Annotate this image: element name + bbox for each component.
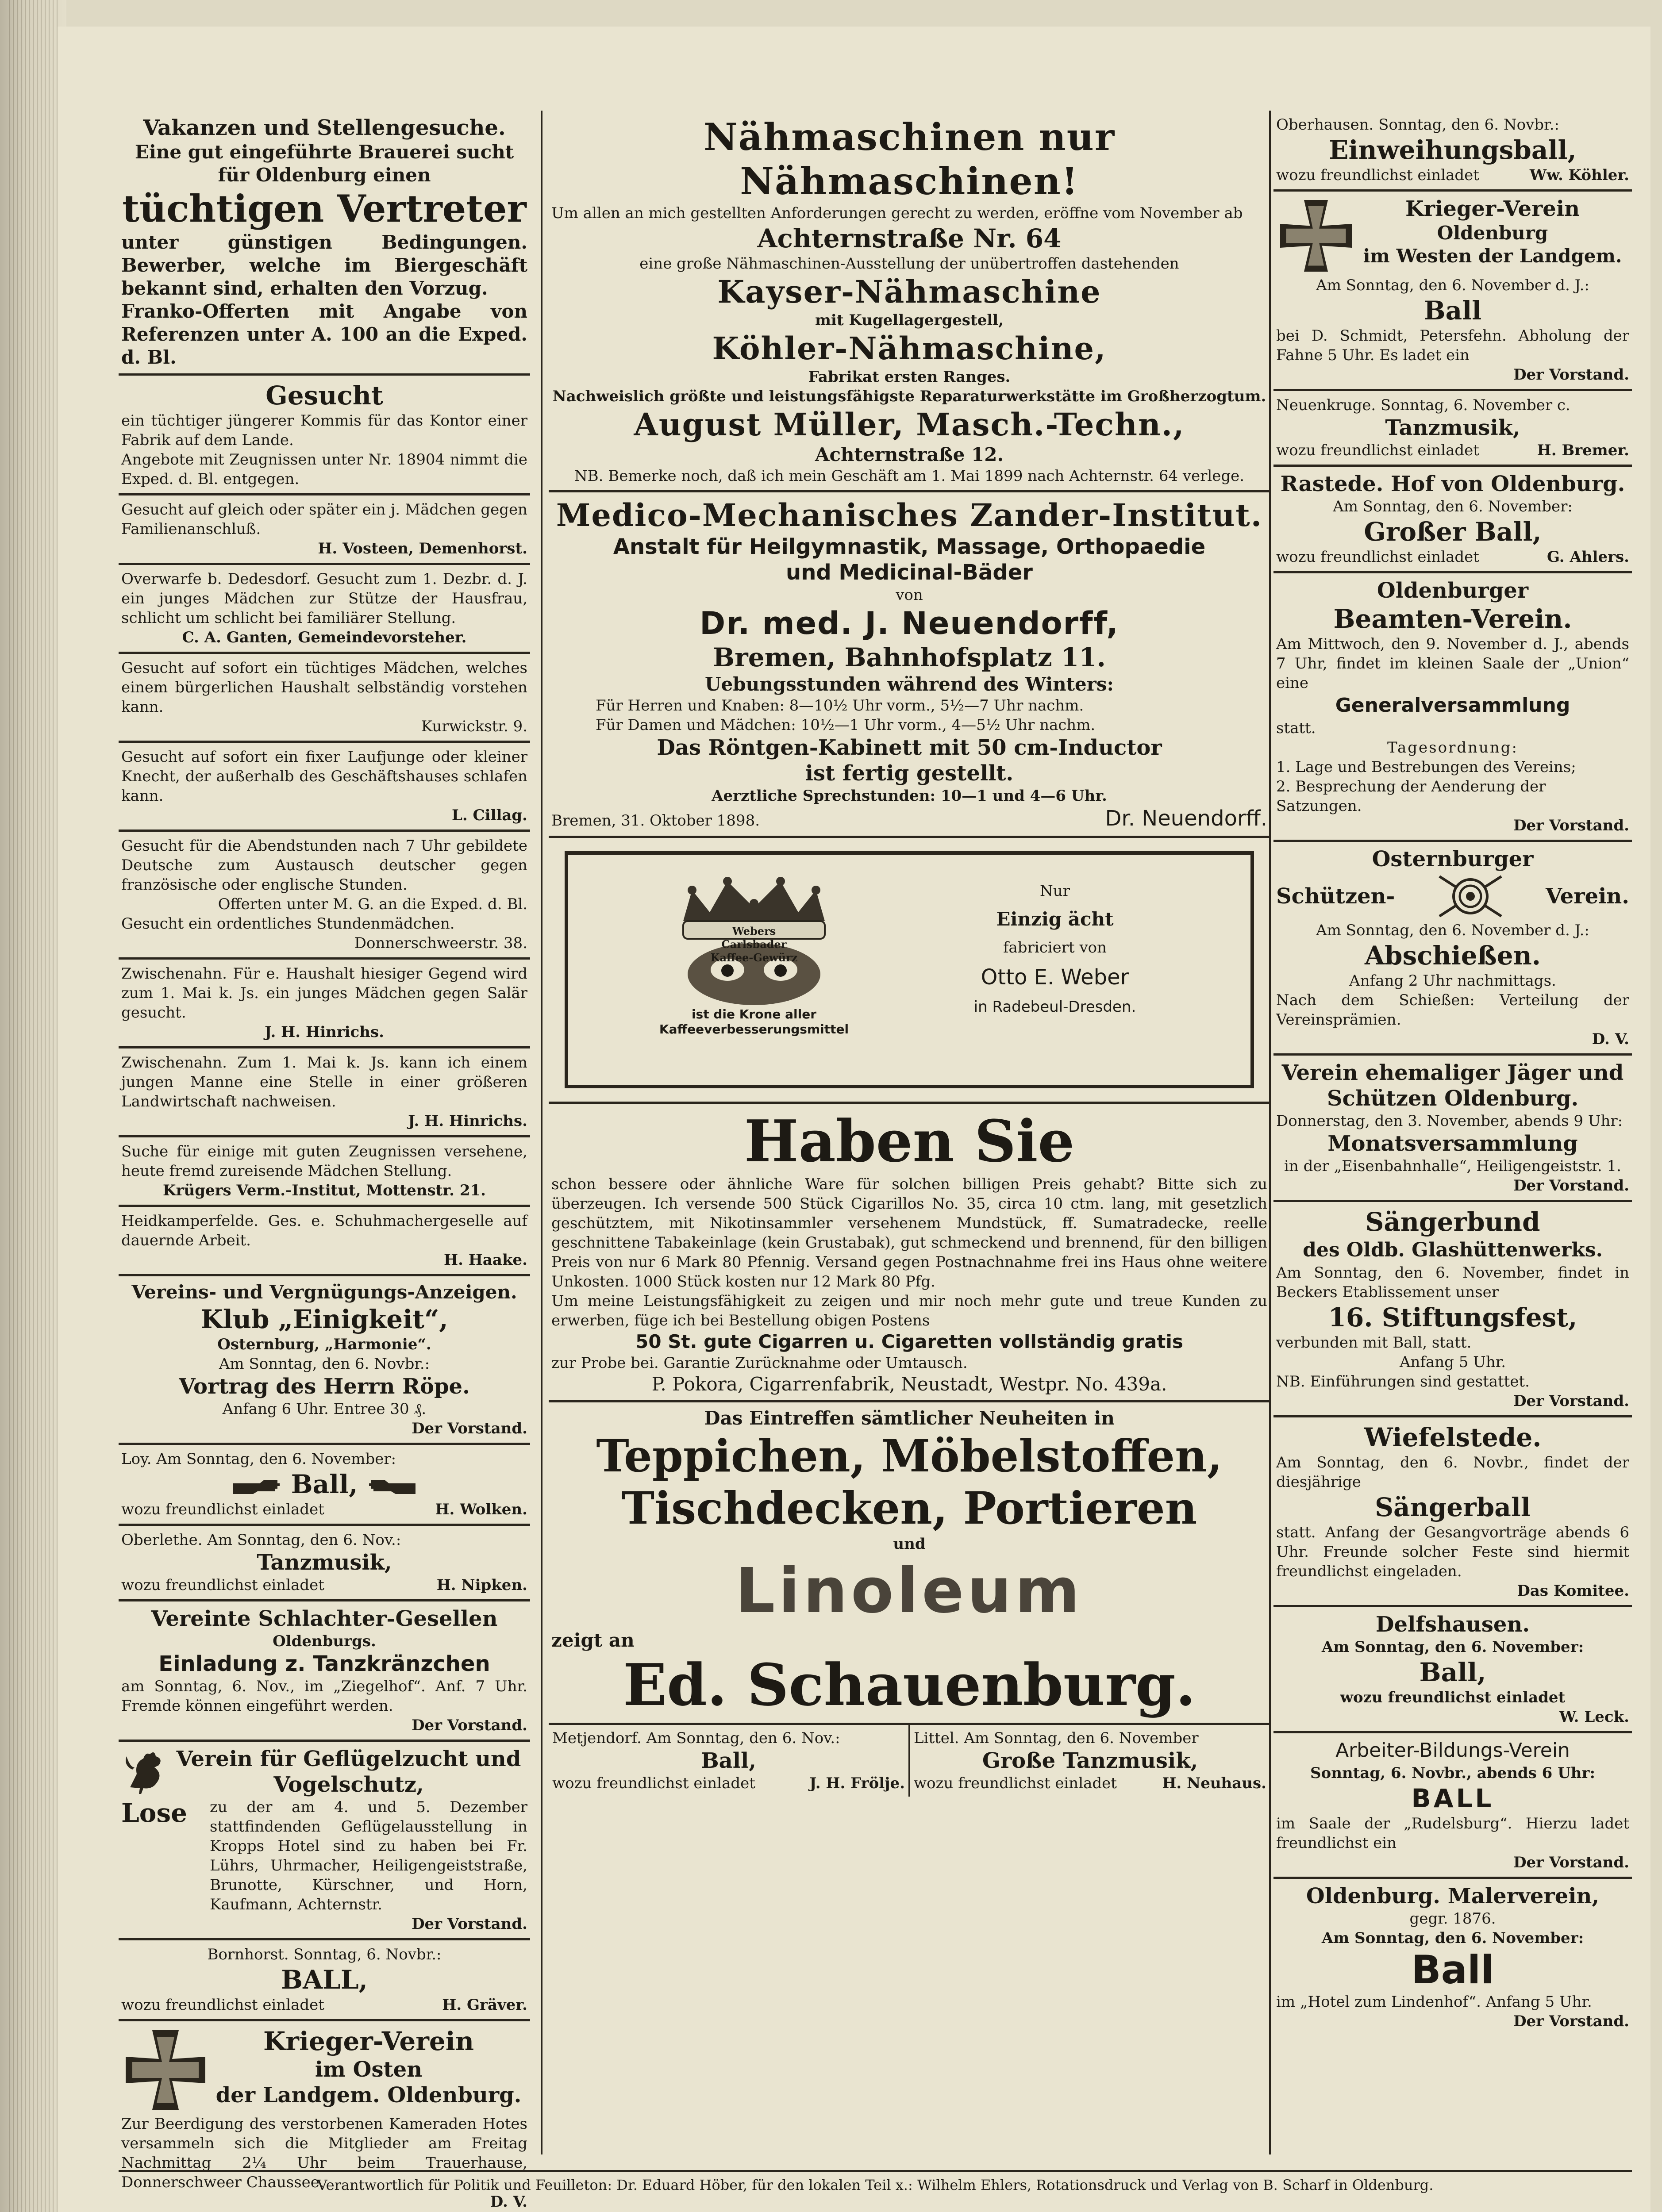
ad-headline: Teppichen, Möbelstoffen,	[596, 1430, 1223, 1482]
ad-headline: Osternburger	[1372, 847, 1534, 872]
ad-title-row	[1276, 872, 1629, 921]
ad-headline: Nähmaschinen nur Nähmaschinen!	[703, 115, 1116, 203]
ad-text: Zur Beerdigung des verstorbenen Kameraden Hotes versammeln sich die Mitglieder am Freitag Nachmittag 2¼ Uhr beim Trauerhause, Donnerschweer Chaussee.	[121, 2115, 527, 2191]
ad-footer	[1276, 441, 1629, 460]
ad-subtitle: Anstalt für Heilgymnastik, Massage, Orthopaedie	[613, 534, 1206, 559]
ad-event: Ball	[1423, 296, 1482, 326]
ad-event: Sängerball	[1375, 1492, 1531, 1522]
section-heading: Vakanzen und Stellengesuche.	[143, 115, 506, 140]
ad-time: Anfang 5 Uhr.	[1399, 1353, 1506, 1371]
ad-event: Einladung z. Tanzkränzchen	[158, 1651, 490, 1676]
left-column	[119, 111, 530, 2212]
ad-text: Zwischenahn. Zum 1. Mai k. Js. kann ich einem jungen Manne eine Stelle in einer größeren Landwirtschaft nachweisen.	[121, 1054, 527, 1110]
ad-brand: Kayser-Nähmaschine	[717, 273, 1101, 310]
ad-event: Einweihungsball,	[1329, 135, 1577, 165]
ad-signature: D. V.	[490, 2193, 527, 2211]
ad-zwischenahn-2	[119, 1048, 530, 1137]
target-rifles-icon	[1435, 872, 1506, 921]
ad-headline: Oldenburger	[1377, 578, 1529, 603]
ad-headline: Haben Sie	[744, 1107, 1075, 1175]
ad-loy	[119, 1445, 530, 1526]
ad-littel	[908, 1725, 1270, 1797]
ad-signature: J. H. Hinrichs.	[265, 1023, 384, 1041]
ad-headline: Krieger-Verein	[263, 2026, 474, 2056]
ad-text: Zwischenahn. Für e. Haushalt hiesiger Gegend wird zum 1. Mai k. Js. ein junges Mädchen gegen Salär gesucht.	[121, 965, 527, 1022]
ad-hours: Aerztliche Sprechstunden: 10—1 und 4—6 Uhr.	[712, 787, 1107, 805]
ad-event: Vortrag des Herrn Röpe.	[179, 1374, 470, 1399]
ad-text: Franko-Offerten mit Angabe von Referenzen unter A. 100 an die Exped. d. Bl.	[121, 300, 527, 368]
ad-hours: Für Damen und Mädchen: 10½—1 Uhr vorm., 4—5½ Uhr nachm.	[596, 716, 1096, 734]
ad-title-block	[1356, 196, 1629, 276]
ad-signature: H. Bremer.	[1537, 442, 1629, 459]
ad-note: NB. Einführungen sind gestattet.	[1276, 1373, 1530, 1390]
ad-schlachter	[119, 1601, 530, 1742]
ad-signature: C. A. Ganten, Gemeindevorsteher.	[182, 629, 467, 646]
ad-oberhausen	[1273, 111, 1632, 192]
ad-event: Lose	[121, 1798, 188, 1828]
ad-event-label: Ball,	[291, 1469, 358, 1499]
ad-address: Achternstraße Nr. 64	[757, 223, 1062, 253]
ad-overwarfe	[119, 565, 530, 654]
ad-text: bei D. Schmidt, Petersfehn. Abholung der Fahne 5 Uhr. Es ladet ein	[1276, 327, 1629, 364]
ad-text: Gesucht auf sofort ein tüchtiges Mädchen, welches einem bürgerlichen Haushalt selbständig vorstehen kann.	[121, 659, 527, 716]
ad-header	[121, 1746, 527, 1797]
ad-text: schon bessere oder ähnliche Ware für solchen billigen Preis gehabt? Bitte sich zu überzeugen. Ich versende 500 Stück Cigarillos No. 35, circa 10 ctm. lang, mit gesetzlich geschütztem, mit Nikotinsammler versehenem Mundstück, ff. Sumatradecke, reelle geschnittene Tabakeinlage (kein Grustabak), gut schmeckend und brennend, für den billigen Preis von nur 6 Mark 80 Pfennig. Versand gegen Postnachnahme frei ins Haus ohne weitere Unkosten. 1000 Stück kosten nur 12 Mark 80 Pfg.	[551, 1175, 1267, 1290]
ad-event: Ball,	[701, 1748, 756, 1773]
section-heading: Vereins- und Vergnügungs-Anzeigen.	[131, 1281, 517, 1303]
ad-footer	[1276, 547, 1629, 567]
ad-invite: wozu freundlichst einladet	[1276, 166, 1479, 184]
ad-headline: Tischdecken, Portieren	[621, 1482, 1197, 1534]
ad-delfshausen	[1273, 1607, 1632, 1733]
ad-date: Am Sonntag, den 6. November d. J.:	[1316, 922, 1589, 939]
ad-illustration	[657, 872, 851, 1037]
ad-text: Gesucht auf gleich oder später ein j. Mädchen gegen Familienanschluß.	[121, 501, 527, 538]
ad-schauenburg	[549, 1402, 1270, 1723]
ad-text: Am Sonntag, den 6. November, findet in Beckers Etablissement unser	[1276, 1264, 1629, 1301]
ad-kruegers	[119, 1137, 530, 1207]
ad-date: Littel. Am Sonntag, den 6. November	[914, 1729, 1199, 1747]
ad-frame	[565, 851, 1254, 1088]
ad-date: Am Sonntag, den 6. November:	[1321, 1929, 1584, 1947]
ad-time: Anfang 2 Uhr nachmittags.	[1349, 972, 1556, 990]
ad-invite: wozu freundlichst einladet	[1340, 1689, 1566, 1706]
ad-date: Donnerstag, den 3. November, abends 9 Uhr:	[1276, 1112, 1623, 1130]
ad-text: Gesucht ein ordentliches Stundenmädchen.	[121, 915, 455, 933]
ad-text: eine große Nähmaschinen-Ausstellung der unübertroffen dastehenden	[639, 255, 1179, 273]
ad-weber-kaffee	[549, 838, 1270, 1104]
ad-date: Am Sonntag, den 6. November:	[1333, 498, 1573, 515]
ad-event: Monatsversammlung	[1327, 1131, 1578, 1156]
agenda-item: 1. Lage und Bestrebungen des Vereins;	[1276, 758, 1576, 776]
ad-place: in Radebeul-Dresden.	[973, 998, 1136, 1016]
ad-name: August Müller, Masch.-Techn.,	[634, 406, 1185, 443]
ad-text: Gesucht auf sofort ein fixer Laufjunge oder kleiner Knecht, der außerhalb des Geschäftshauses schlafen kann.	[121, 748, 527, 805]
ad-text: zu der am 4. und 5. Dezember stattfindenden Geflügelausstellung in Kropps Hotel sind zu haben bei Fr. Lührs, Uhrmacher, Heiligengeiststraße, Brunotte, Kürschner, und Horn, Kaufmann, Achternstr.	[210, 1798, 527, 1913]
ad-signature: D. V.	[1592, 1030, 1629, 1048]
ad-naehmaschinen	[549, 111, 1270, 492]
ad-wiefelstede	[1273, 1417, 1632, 1607]
ad-text: Einzig ächt	[996, 908, 1114, 930]
ad-text: ist fertig gestellt.	[805, 761, 1014, 786]
ad-note: NB. Bemerke noch, daß ich mein Geschäft am 1. Mai 1899 nach Achternstr. 64 verlege.	[574, 467, 1245, 485]
ad-footer	[914, 1774, 1266, 1793]
ad-signature: Der Vorstand.	[1513, 1854, 1629, 1871]
ad-time: Anfang 6 Uhr. Entree 30 ₰.	[222, 1400, 427, 1418]
ad-text: Heidkamperfelde. Ges. e. Schuhmachergeselle auf dauernde Arbeit.	[121, 1212, 527, 1249]
ad-signature: Der Vorstand.	[412, 1915, 527, 1933]
ad-event	[121, 1469, 527, 1500]
book-spine	[0, 0, 66, 2212]
pointing-hand-icon	[233, 1479, 282, 1494]
ad-event: Tanzmusik,	[1385, 415, 1520, 440]
ad-signature: Krügers Verm.-Institut, Mottenstr. 21.	[163, 1182, 486, 1199]
ad-saengerbund	[1273, 1202, 1632, 1417]
ad-text: verbunden mit Ball, statt.	[1276, 1334, 1472, 1352]
ad-headline: Arbeiter-Bildungs-Verein	[1335, 1739, 1570, 1762]
ad-signature: H. Haake.	[443, 1251, 527, 1269]
ad-event: Großer Ball,	[1364, 517, 1542, 547]
ad-event: Große Tanzmusik,	[982, 1748, 1198, 1773]
pointing-hand-icon	[367, 1479, 416, 1494]
ad-text: Am Mittwoch, den 9. November d. J., abends 7 Uhr, findet im kleinen Saale der „Union“ eine	[1276, 635, 1629, 692]
ad-event: Abschießen.	[1365, 941, 1541, 971]
ad-date: Am Sonntag, den 6. November:	[1321, 1638, 1584, 1656]
rooster-icon	[121, 1747, 170, 1796]
ad-footer	[552, 1774, 905, 1793]
right-column	[1273, 111, 1632, 2035]
ad-headline: Linoleum	[735, 1555, 1083, 1627]
ad-text: Das Röntgen-Kabinett mit 50 cm-Inductor	[657, 735, 1162, 760]
ad-text: von	[896, 586, 923, 604]
ad-text: Overwarfe b. Dedesdorf. Gesucht zum 1. Dezbr. d. J. ein junges Mädchen zur Stütze der Hausfrau, schlicht um schlicht bei familiärer Stellung.	[121, 570, 527, 627]
crown-label: Webers Carlsbader Kaffee-Gewürz	[710, 925, 798, 964]
ad-signature: H. Gräver.	[442, 1996, 527, 2014]
ad-text: Um meine Leistungsfähigkeit zu zeigen und mir noch mehr gute und treue Kunden zu erwerben, füge ich bei Bestellung obigen Postens	[551, 1292, 1267, 1329]
ad-signature: J. H. Hinrichs.	[408, 1112, 527, 1130]
ad-subtitle: des Oldb. Glashüttenwerks.	[1303, 1239, 1603, 1261]
ad-signature: Das Komitee.	[1517, 1582, 1629, 1600]
ad-signature: Der Vorstand.	[1513, 1392, 1629, 1410]
ad-brand-sub: Fabrikat ersten Ranges.	[808, 368, 1011, 386]
ad-signature: Der Vorstand.	[1513, 2012, 1629, 2030]
ad-date: Neuenkruge. Sonntag, 6. November c.	[1276, 396, 1570, 414]
ad-subtitle: und Medicinal-Bäder	[786, 560, 1033, 585]
ad-arbeiter-bildungsverein	[1273, 1733, 1632, 1879]
ad-text: Angebote mit Zeugnissen unter Nr. 18904 nimmt die Exped. d. Bl. entgegen.	[121, 451, 527, 488]
ad-subtitle: im Westen der Landgem.	[1363, 245, 1622, 267]
ad-headline: Gesucht	[265, 380, 383, 411]
iron-cross-icon	[121, 2026, 210, 2114]
ad-vertreter	[119, 111, 530, 376]
ad-text: Nur	[1040, 882, 1070, 900]
ad-text: Suche für einige mit guten Zeugnissen versehene, heute fremd zureisende Mädchen Stellung.	[121, 1143, 527, 1180]
ad-text: zeigt an	[551, 1629, 635, 1651]
ad-headline: Vereinte Schlachter-Gesellen	[151, 1606, 498, 1631]
ad-header	[121, 2026, 527, 2114]
ad-footer	[551, 806, 1267, 831]
ad-signature: W. Leck.	[1559, 1708, 1629, 1726]
ad-header	[1276, 196, 1629, 276]
ad-neuenkruge	[1273, 391, 1632, 467]
ad-date: Am Sonntag, den 6. November d. J.:	[1316, 276, 1589, 294]
ad-klub-einigkeit	[119, 1276, 530, 1445]
ad-gesucht-kommis	[119, 376, 530, 495]
ad-invite: wozu freundlichst einladet	[1276, 548, 1479, 566]
bottom-ads-row	[549, 1723, 1270, 1797]
ad-bornhorst	[119, 1940, 530, 2021]
ad-address: Kurwickstr. 9.	[421, 718, 527, 735]
ad-event: Tanzmusik,	[257, 1550, 392, 1575]
ad-signature: G. Ahlers.	[1547, 548, 1629, 566]
ad-date: Loy. Am Sonntag, den 6. November:	[121, 1450, 396, 1468]
ad-signature: Der Vorstand.	[412, 1420, 527, 1437]
ad-subtitle: im Osten	[315, 2057, 423, 2082]
ad-text: im „Hotel zum Lindenhof“. Anfang 5 Uhr.	[1276, 1993, 1592, 2011]
ad-invite: wozu freundlichst einladet	[1276, 442, 1479, 459]
ad-text: im Saale der „Rudelsburg“. Hierzu ladet freundlichst ein	[1276, 1815, 1629, 1852]
ad-headline: Verein.	[1545, 884, 1629, 909]
ad-zander-institut	[549, 492, 1270, 838]
ad-event: Ball	[1411, 1947, 1494, 1993]
ad-date: Sonntag, 6. Novbr., abends 6 Uhr:	[1310, 1764, 1595, 1782]
ad-text: Nach dem Schießen: Verteilung der Vereinsprämien.	[1276, 991, 1629, 1029]
ad-signature: Ww. Köhler.	[1529, 166, 1629, 184]
ad-event: 16. Stiftungsfest,	[1328, 1302, 1577, 1333]
ad-date: Bornhorst. Sonntag, 6. Novbr.:	[207, 1946, 442, 1963]
ad-pokora-cigarren	[549, 1104, 1270, 1402]
ad-date: Bremen, 31. Oktober 1898.	[551, 812, 760, 830]
ad-headline: Medico-Mechanisches Zander-Institut.	[556, 497, 1263, 534]
ad-signature: J. H. Frölje.	[809, 1774, 905, 1792]
ad-headline: Rastede. Hof von Oldenburg.	[1280, 472, 1625, 496]
ad-invite: wozu freundlichst einladet	[121, 1501, 324, 1518]
ad-text: statt. Anfang der Gesangvorträge abends 6 Uhr. Freunde solcher Feste sind hiermit freundlichst eingeladen.	[1276, 1524, 1629, 1580]
ad-signature: H. Neuhaus.	[1162, 1774, 1266, 1792]
agenda-title: Tagesordnung:	[1387, 739, 1519, 757]
agenda-item: 2. Besprechung der Aenderung der Satzungen.	[1276, 778, 1546, 815]
ad-brand-sub: mit Kugellagergestell,	[815, 311, 1004, 329]
ad-text: Um allen an mich gestellten Anforderungen gerecht zu werden, eröffne vom November ab	[551, 204, 1243, 222]
ad-footer	[1276, 165, 1629, 185]
ad-headline: Verein für Geflügelzucht und Vogelschutz,	[176, 1747, 521, 1797]
ad-signature: Der Vorstand.	[1513, 1177, 1629, 1194]
ad-headline: Krieger-Verein	[1405, 196, 1580, 221]
ad-text: Das Eintreffen sämtlicher Neuheiten in	[704, 1407, 1115, 1429]
ad-gesucht-maedchen	[119, 495, 530, 565]
ad-heidkamp	[119, 1207, 530, 1276]
ad-footer	[121, 1995, 527, 2015]
ad-malerverein	[1273, 1879, 1632, 2035]
ad-subtitle: Oldenburgs.	[273, 1632, 376, 1650]
ad-date: Oberhausen. Sonntag, den 6. Novbr.:	[1276, 116, 1559, 134]
ad-date: Metjendorf. Am Sonntag, den 6. Nov.:	[552, 1729, 840, 1747]
ad-date: Am Sonntag, den 6. Novbr.:	[219, 1355, 430, 1373]
ad-address: Achternstraße 12.	[815, 444, 1004, 465]
ad-gefluegelzucht	[119, 1742, 530, 1940]
column-rule-left	[541, 111, 542, 2154]
ad-signature: H. Vosteen, Demenhorst.	[318, 540, 527, 557]
ad-date: Oberlethe. Am Sonntag, den 6. Nov.:	[121, 1531, 401, 1549]
ad-text: Nachweislich größte und leistungsfähigste Reparaturwerkstätte im Großherzogtum.	[552, 388, 1266, 405]
ad-name: Otto E. Weber	[981, 965, 1129, 990]
ad-subtitle: Osternburg, „Harmonie“.	[217, 1336, 431, 1353]
ad-text: Offerten unter M. G. an die Exped. d. Bl.	[218, 895, 527, 913]
ad-text: und	[893, 1535, 926, 1553]
ad-address: Donnerschweerstr. 38.	[354, 934, 527, 952]
middle-column	[549, 111, 1270, 1797]
ad-signature: Der Vorstand.	[1513, 366, 1629, 384]
ad-place: in der „Eisenbahnhalle“, Heiligengeiststr. 1.	[1284, 1157, 1621, 1175]
ad-jaeger-verein	[1273, 1056, 1632, 1202]
ad-laufjunge	[119, 743, 530, 832]
ad-text: fabriciert von	[1003, 939, 1107, 956]
ad-text-block	[931, 881, 1179, 1017]
ad-sprachaustausch	[119, 832, 530, 960]
ad-offer: 50 St. gute Cigarren u. Cigaretten vollständig gratis	[635, 1331, 1183, 1352]
ad-invite: wozu freundlichst einladet	[121, 1576, 324, 1594]
ad-rastede	[1273, 467, 1632, 573]
ad-oberlethe	[119, 1526, 530, 1601]
ad-signature: L. Cillag.	[451, 806, 527, 824]
ad-event: BALL,	[281, 1965, 368, 1995]
ad-address: Bremen, Bahnhofsplatz 11.	[713, 642, 1106, 672]
ad-signature: P. Pokora, Cigarrenfabrik, Neustadt, Westpr. No. 439a.	[651, 1373, 1167, 1395]
ad-gesucht-haushalt	[119, 654, 530, 743]
ad-subtitle: der Landgem. Oldenburg.	[215, 2083, 522, 2108]
ad-invite: wozu freundlichst einladet	[552, 1774, 755, 1792]
ad-zwischenahn-1	[119, 960, 530, 1048]
ad-signature: Dr. Neuendorff.	[1105, 806, 1267, 831]
ad-invite: wozu freundlichst einladet	[914, 1774, 1117, 1792]
ad-signature: H. Nipken.	[436, 1576, 527, 1594]
ad-subtitle: Oldenburg	[1437, 222, 1548, 244]
ad-text: am Sonntag, 6. Nov., im „Ziegelhof“. Anf. 7 Uhr. Fremde können eingeführt werden.	[121, 1678, 527, 1715]
spine-edges	[9, 0, 58, 2212]
ad-headline: tüchtigen Vertreter	[122, 187, 527, 230]
ad-body	[121, 1797, 527, 1914]
ad-headline: Klub „Einigkeit“,	[200, 1304, 448, 1334]
ad-metjendorf	[549, 1725, 908, 1797]
ad-text: Eine gut eingeführte Brauerei sucht für Oldenburg einen	[135, 141, 514, 186]
ad-headline: Delfshausen.	[1375, 1612, 1530, 1637]
ad-krieger-westen	[1273, 192, 1632, 391]
ad-name: Dr. med. J. Neuendorff,	[700, 605, 1119, 641]
ad-schuetzen-verein	[1273, 842, 1632, 1056]
ad-beamten-verein	[1273, 573, 1632, 842]
ad-text: zur Probe bei. Garantie Zurücknahme oder Umtausch.	[551, 1354, 968, 1372]
ad-footer	[121, 1575, 527, 1595]
ad-footer	[121, 1500, 527, 1519]
ad-name: Ed. Schauenburg.	[623, 1651, 1196, 1719]
ad-headline: Wiefelstede.	[1364, 1422, 1542, 1452]
iron-cross-icon	[1276, 196, 1356, 276]
ad-headline: Verein ehemaliger Jäger und Schützen Oldenburg.	[1281, 1060, 1624, 1111]
ad-signature: Der Vorstand.	[412, 1717, 527, 1734]
ad-event: Ball,	[1419, 1657, 1486, 1687]
ad-event: BALL	[1411, 1783, 1494, 1813]
ad-text: statt.	[1276, 719, 1316, 737]
ad-brand: Köhler-Nähmaschine,	[712, 330, 1107, 367]
ad-event: Generalversammlung	[1335, 694, 1570, 717]
ad-text: Am Sonntag, den 6. Novbr., findet der diesjährige	[1276, 1454, 1629, 1491]
ad-text: unter günstigen Bedingungen. Bewerber, welche im Biergeschäft bekannt sind, erhalten den Vorzug.	[121, 231, 527, 299]
ad-text: Gesucht für die Abendstunden nach 7 Uhr gebildete Deutsche zum Austausch deutscher gegen französische oder englische Stunden.	[121, 837, 527, 894]
ad-signature: H. Wolken.	[435, 1501, 527, 1518]
ad-headline: Sängerbund	[1365, 1207, 1540, 1237]
ad-hours: Für Herren und Knaben: 8—10½ Uhr vorm., 5½—7 Uhr nachm.	[596, 697, 1084, 714]
ad-headline: Schützen-	[1276, 884, 1395, 909]
ad-title-block	[210, 2026, 527, 2114]
ad-caption: ist die Krone aller Kaffeeverbesserungsmittel	[659, 1007, 849, 1037]
ad-headline: Beamten-Verein.	[1333, 604, 1572, 634]
ad-hours-title: Uebungsstunden während des Winters:	[704, 673, 1114, 695]
ad-text: ein tüchtiger jüngerer Kommis für das Kontor einer Fabrik auf dem Lande.	[121, 412, 527, 449]
ad-signature: Der Vorstand.	[1513, 817, 1629, 834]
imprint-footer: Verantwortlich für Politik und Feuilleton: Dr. Eduard Höber, für den lokalen Teil x.: Wilhelm Ehlers, Rotationsdruck und Verlag von B. Scharf in Oldenburg.	[119, 2170, 1632, 2194]
ad-invite: wozu freundlichst einladet	[121, 1996, 324, 2014]
ad-subtitle: gegr. 1876.	[1409, 1910, 1496, 1928]
ad-headline: Oldenburg. Malerverein,	[1306, 1884, 1600, 1909]
